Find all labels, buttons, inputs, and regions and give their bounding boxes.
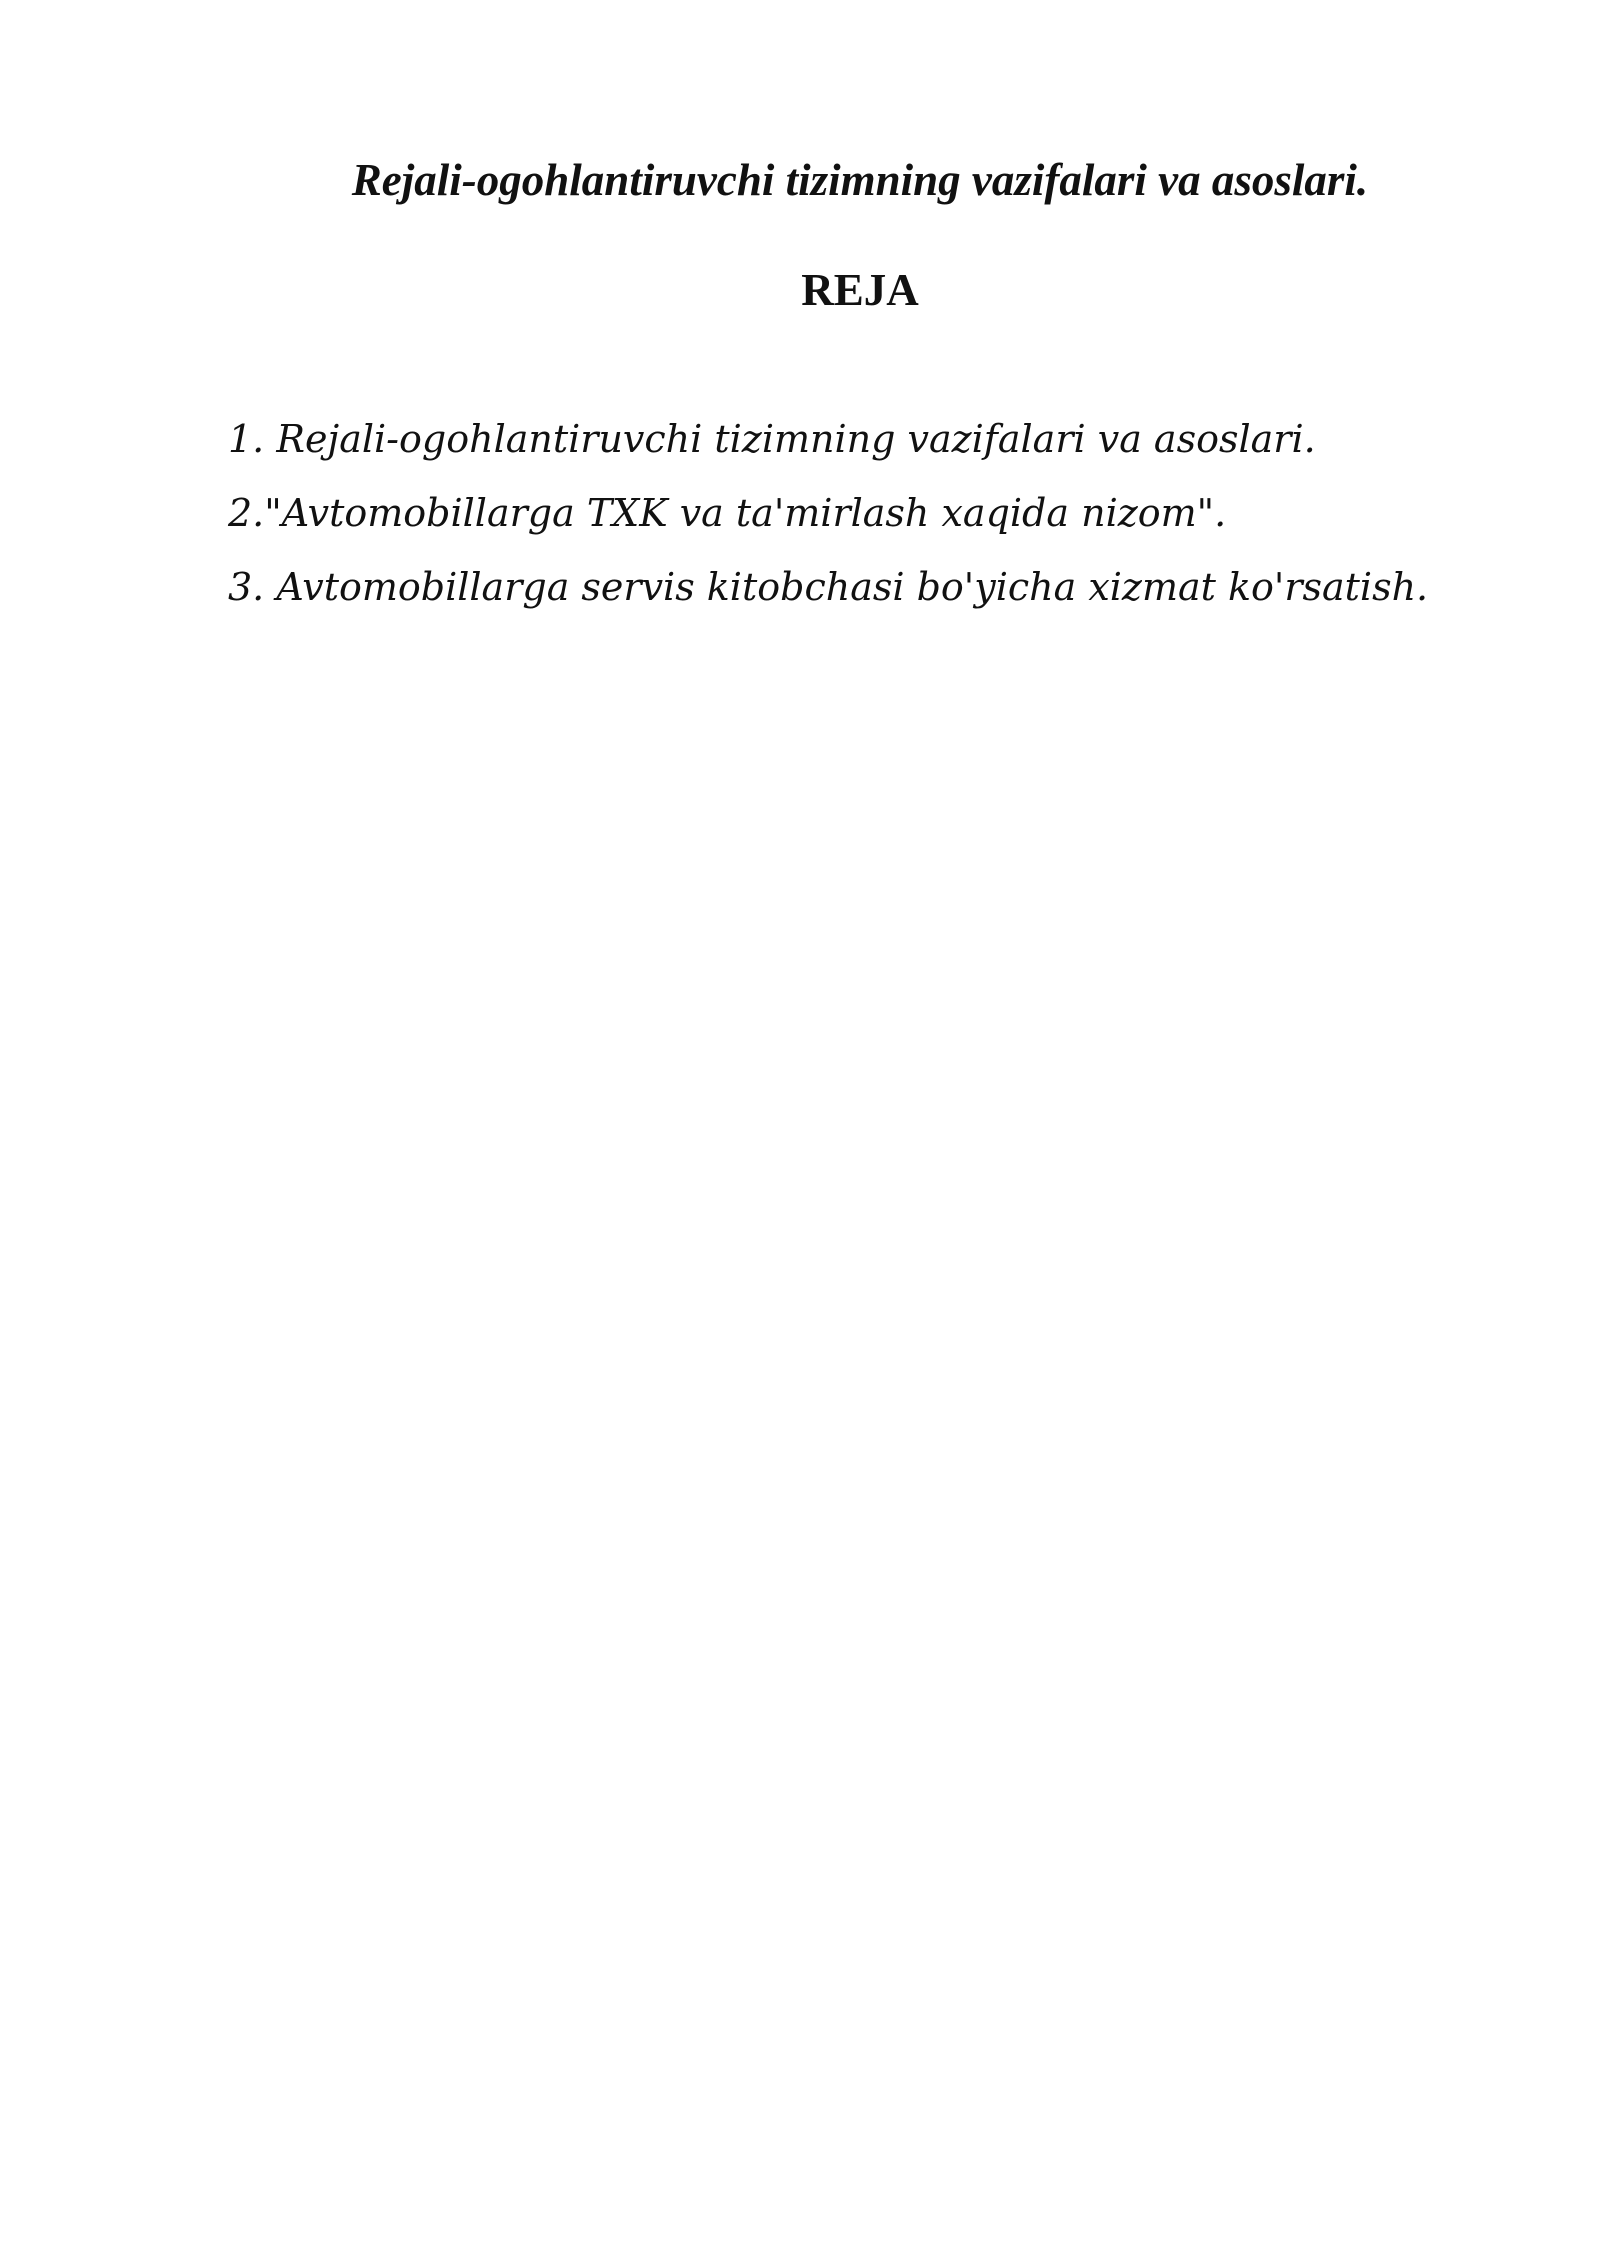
plan-item-1: 1. Rejali-ogohlantiruvchi tizimning vazifalari va asoslari. (228, 417, 1316, 461)
plan-heading: REJA (801, 265, 919, 315)
plan-list (228, 413, 1428, 635)
plan-item-3: 3. Avtomobillarga servis kitobchasi bo'yicha xizmat ko'rsatish. (228, 565, 1429, 609)
document-title: Rejali-ogohlantiruvchi tizimning vazifalari va asoslari. (351, 155, 1369, 205)
plan-item-2: 2."Avtomobillarga TXK va ta'mirlash xaqida nizom". (228, 491, 1227, 535)
